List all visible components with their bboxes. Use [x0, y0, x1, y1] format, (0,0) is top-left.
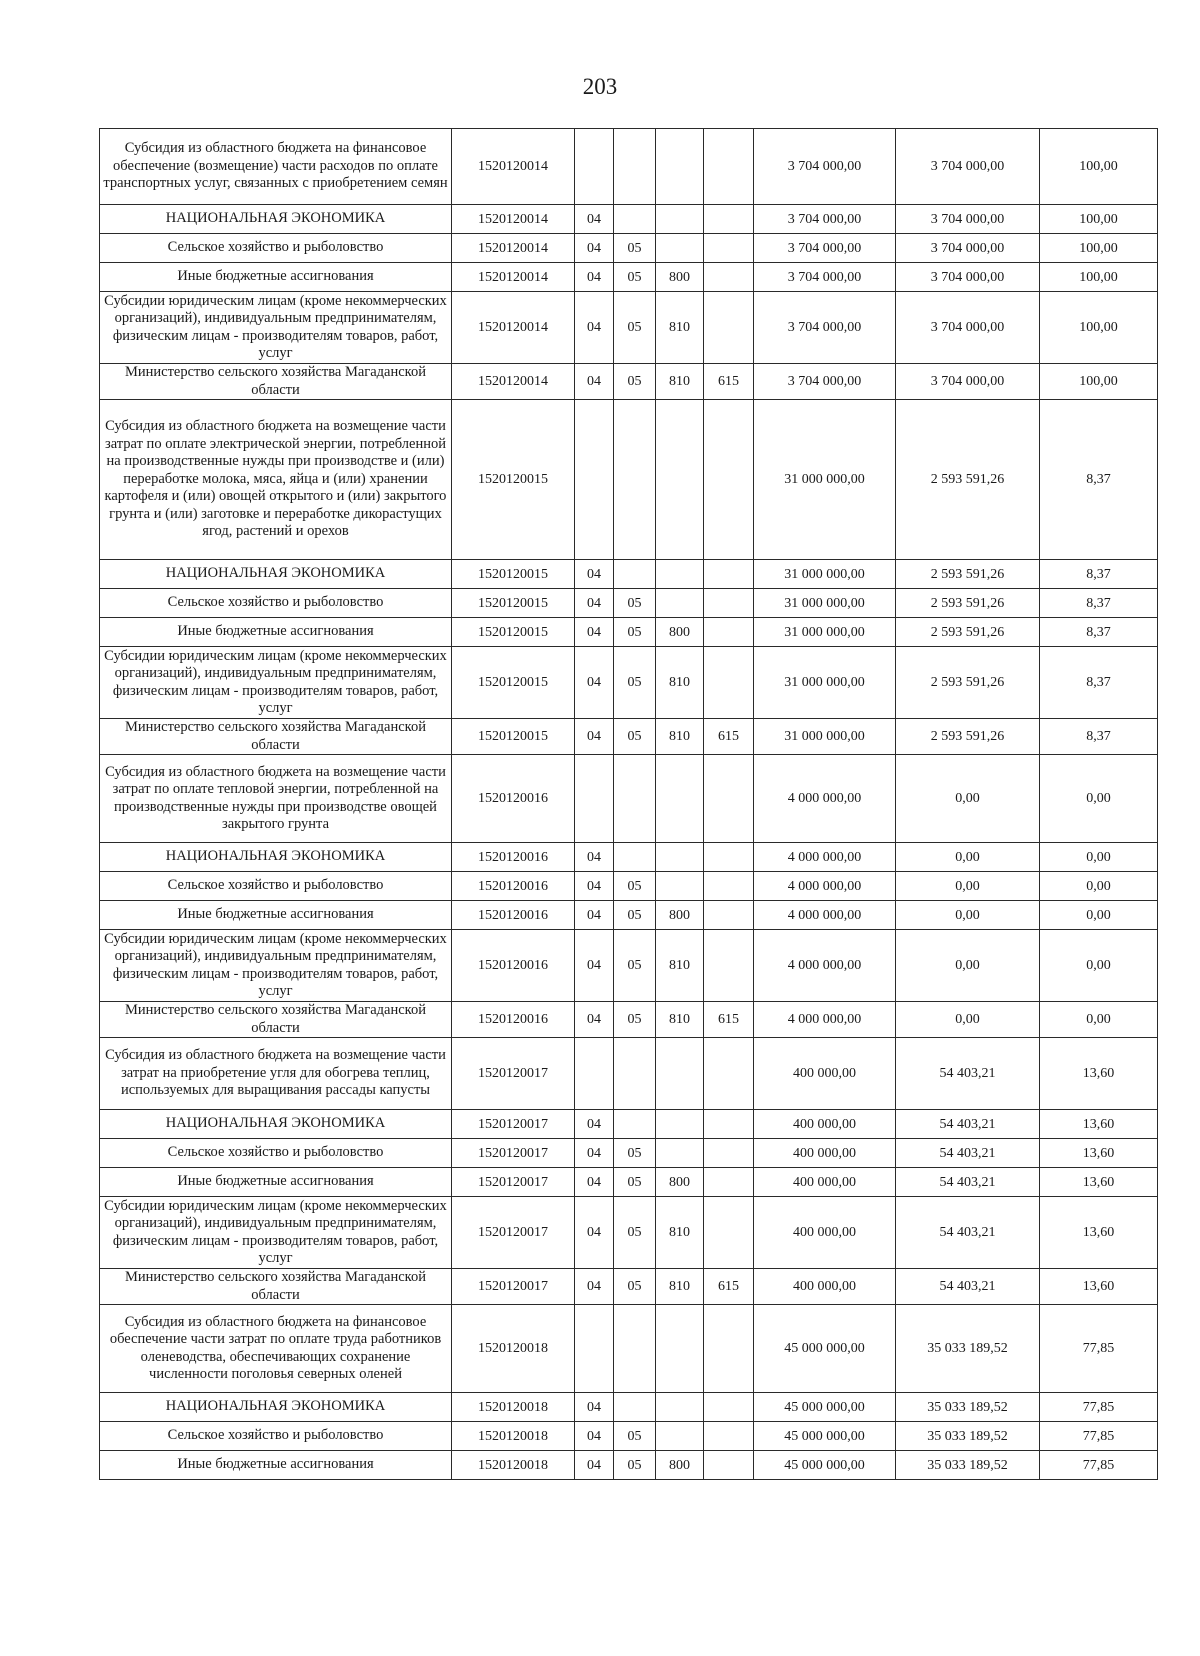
expense-type-cell: [656, 400, 704, 560]
executed-amount-cell: 3 704 000,00: [896, 129, 1040, 205]
administrator-code-cell: [704, 647, 754, 719]
subsection-code-cell: [614, 1393, 656, 1422]
row-name-cell: Иные бюджетные ассигнования: [100, 1451, 452, 1480]
budget-execution-table: [99, 128, 1158, 1480]
administrator-code-cell: [704, 560, 754, 589]
target-article-cell: 1520120015: [452, 400, 575, 560]
target-article-cell: 1520120018: [452, 1305, 575, 1393]
subsection-code-cell: 05: [614, 719, 656, 755]
table-row: [100, 1422, 1158, 1451]
executed-amount-cell: 35 033 189,52: [896, 1393, 1040, 1422]
executed-amount-cell: 2 593 591,26: [896, 400, 1040, 560]
table-row: [100, 234, 1158, 263]
expense-type-cell: 800: [656, 1168, 704, 1197]
section-code-cell: 04: [575, 560, 614, 589]
section-code-cell: [575, 129, 614, 205]
section-code-cell: 04: [575, 719, 614, 755]
expense-type-cell: [656, 129, 704, 205]
target-article-cell: 1520120017: [452, 1269, 575, 1305]
target-article-cell: 1520120014: [452, 364, 575, 400]
administrator-code-cell: [704, 129, 754, 205]
administrator-code-cell: [704, 1110, 754, 1139]
table-row: [100, 1269, 1158, 1305]
target-article-cell: 1520120014: [452, 205, 575, 234]
subsection-code-cell: 05: [614, 1451, 656, 1480]
administrator-code-cell: [704, 755, 754, 843]
executed-amount-cell: 0,00: [896, 1002, 1040, 1038]
target-article-cell: 1520120015: [452, 618, 575, 647]
planned-amount-cell: 4 000 000,00: [754, 872, 896, 901]
subsection-code-cell: [614, 1305, 656, 1393]
executed-amount-cell: 2 593 591,26: [896, 719, 1040, 755]
planned-amount-cell: 4 000 000,00: [754, 755, 896, 843]
execution-percent-cell: 0,00: [1040, 901, 1158, 930]
target-article-cell: 1520120018: [452, 1393, 575, 1422]
section-code-cell: 04: [575, 872, 614, 901]
planned-amount-cell: 4 000 000,00: [754, 1002, 896, 1038]
section-code-cell: 04: [575, 618, 614, 647]
subsection-code-cell: [614, 755, 656, 843]
planned-amount-cell: 31 000 000,00: [754, 618, 896, 647]
executed-amount-cell: 0,00: [896, 901, 1040, 930]
row-name-cell: Субсидия из областного бюджета на финансовое обеспечение части затрат по оплате труда работников оленеводства, обеспечивающих сохранение численности поголовья северных оленей: [100, 1305, 452, 1393]
expense-type-cell: 810: [656, 647, 704, 719]
subsection-code-cell: 05: [614, 589, 656, 618]
executed-amount-cell: 2 593 591,26: [896, 647, 1040, 719]
execution-percent-cell: 8,37: [1040, 618, 1158, 647]
planned-amount-cell: 45 000 000,00: [754, 1393, 896, 1422]
execution-percent-cell: 100,00: [1040, 205, 1158, 234]
target-article-cell: 1520120016: [452, 872, 575, 901]
executed-amount-cell: 3 704 000,00: [896, 263, 1040, 292]
expense-type-cell: [656, 1393, 704, 1422]
expense-type-cell: [656, 1305, 704, 1393]
row-name-cell: Субсидии юридическим лицам (кроме некоммерческих организаций), индивидуальным предпринимателям, физическим лицам - производителям товаров, работ, услуг: [100, 292, 452, 364]
planned-amount-cell: 3 704 000,00: [754, 234, 896, 263]
table-row: [100, 1110, 1158, 1139]
section-code-cell: 04: [575, 1393, 614, 1422]
table-row: [100, 843, 1158, 872]
table-row: [100, 205, 1158, 234]
table-row: [100, 719, 1158, 755]
execution-percent-cell: 77,85: [1040, 1305, 1158, 1393]
administrator-code-cell: 615: [704, 364, 754, 400]
executed-amount-cell: 35 033 189,52: [896, 1451, 1040, 1480]
expense-type-cell: 810: [656, 1197, 704, 1269]
target-article-cell: 1520120017: [452, 1197, 575, 1269]
row-name-cell: Субсидии юридическим лицам (кроме некоммерческих организаций), индивидуальным предпринимателям, физическим лицам - производителям товаров, работ, услуг: [100, 1197, 452, 1269]
row-name-cell: Субсидия из областного бюджета на возмещение части затрат на приобретение угля для обогрева теплиц, используемых для выращивания рассады капусты: [100, 1038, 452, 1110]
section-code-cell: [575, 1038, 614, 1110]
administrator-code-cell: [704, 1393, 754, 1422]
target-article-cell: 1520120016: [452, 843, 575, 872]
execution-percent-cell: 77,85: [1040, 1451, 1158, 1480]
execution-percent-cell: 13,60: [1040, 1110, 1158, 1139]
expense-type-cell: 810: [656, 292, 704, 364]
execution-percent-cell: 8,37: [1040, 647, 1158, 719]
subsection-code-cell: [614, 843, 656, 872]
table-row: [100, 1038, 1158, 1110]
expense-type-cell: [656, 234, 704, 263]
administrator-code-cell: [704, 205, 754, 234]
executed-amount-cell: 3 704 000,00: [896, 364, 1040, 400]
administrator-code-cell: 615: [704, 719, 754, 755]
subsection-code-cell: 05: [614, 901, 656, 930]
executed-amount-cell: 54 403,21: [896, 1168, 1040, 1197]
expense-type-cell: [656, 872, 704, 901]
row-name-cell: Министерство сельского хозяйства Магаданской области: [100, 719, 452, 755]
section-code-cell: [575, 400, 614, 560]
subsection-code-cell: 05: [614, 872, 656, 901]
execution-percent-cell: 13,60: [1040, 1038, 1158, 1110]
row-name-cell: Сельское хозяйство и рыболовство: [100, 234, 452, 263]
subsection-code-cell: [614, 1038, 656, 1110]
section-code-cell: 04: [575, 901, 614, 930]
expense-type-cell: [656, 1038, 704, 1110]
table-row: [100, 1305, 1158, 1393]
planned-amount-cell: 400 000,00: [754, 1197, 896, 1269]
expense-type-cell: 800: [656, 1451, 704, 1480]
executed-amount-cell: 54 403,21: [896, 1269, 1040, 1305]
execution-percent-cell: 8,37: [1040, 400, 1158, 560]
row-name-cell: Министерство сельского хозяйства Магаданской области: [100, 364, 452, 400]
expense-type-cell: [656, 755, 704, 843]
planned-amount-cell: 3 704 000,00: [754, 292, 896, 364]
section-code-cell: [575, 755, 614, 843]
subsection-code-cell: 05: [614, 364, 656, 400]
table-row: [100, 1168, 1158, 1197]
table-row: [100, 901, 1158, 930]
row-name-cell: Министерство сельского хозяйства Магаданской области: [100, 1002, 452, 1038]
row-name-cell: Иные бюджетные ассигнования: [100, 618, 452, 647]
execution-percent-cell: 13,60: [1040, 1168, 1158, 1197]
administrator-code-cell: [704, 1305, 754, 1393]
subsection-code-cell: 05: [614, 618, 656, 647]
target-article-cell: 1520120015: [452, 719, 575, 755]
table-row: [100, 1393, 1158, 1422]
administrator-code-cell: [704, 1451, 754, 1480]
execution-percent-cell: 0,00: [1040, 1002, 1158, 1038]
planned-amount-cell: 3 704 000,00: [754, 263, 896, 292]
planned-amount-cell: 31 000 000,00: [754, 400, 896, 560]
execution-percent-cell: 13,60: [1040, 1139, 1158, 1168]
planned-amount-cell: 3 704 000,00: [754, 129, 896, 205]
executed-amount-cell: 2 593 591,26: [896, 618, 1040, 647]
section-code-cell: 04: [575, 205, 614, 234]
subsection-code-cell: 05: [614, 263, 656, 292]
execution-percent-cell: 0,00: [1040, 930, 1158, 1002]
section-code-cell: 04: [575, 930, 614, 1002]
table-row: [100, 930, 1158, 1002]
administrator-code-cell: 615: [704, 1002, 754, 1038]
table-row: [100, 755, 1158, 843]
expense-type-cell: 800: [656, 901, 704, 930]
section-code-cell: 04: [575, 1197, 614, 1269]
subsection-code-cell: 05: [614, 1269, 656, 1305]
row-name-cell: Сельское хозяйство и рыболовство: [100, 872, 452, 901]
administrator-code-cell: [704, 1038, 754, 1110]
planned-amount-cell: 400 000,00: [754, 1139, 896, 1168]
execution-percent-cell: 100,00: [1040, 234, 1158, 263]
administrator-code-cell: [704, 1139, 754, 1168]
administrator-code-cell: [704, 930, 754, 1002]
section-code-cell: 04: [575, 234, 614, 263]
section-code-cell: 04: [575, 843, 614, 872]
execution-percent-cell: 8,37: [1040, 560, 1158, 589]
target-article-cell: 1520120014: [452, 234, 575, 263]
planned-amount-cell: 4 000 000,00: [754, 901, 896, 930]
executed-amount-cell: 54 403,21: [896, 1197, 1040, 1269]
expense-type-cell: [656, 560, 704, 589]
administrator-code-cell: [704, 1197, 754, 1269]
table-row: [100, 400, 1158, 560]
planned-amount-cell: 45 000 000,00: [754, 1451, 896, 1480]
planned-amount-cell: 4 000 000,00: [754, 930, 896, 1002]
section-code-cell: 04: [575, 1168, 614, 1197]
target-article-cell: 1520120016: [452, 901, 575, 930]
administrator-code-cell: [704, 263, 754, 292]
table-row: [100, 263, 1158, 292]
planned-amount-cell: 31 000 000,00: [754, 647, 896, 719]
execution-percent-cell: 100,00: [1040, 364, 1158, 400]
administrator-code-cell: [704, 292, 754, 364]
row-name-cell: НАЦИОНАЛЬНАЯ ЭКОНОМИКА: [100, 205, 452, 234]
table-row: [100, 1002, 1158, 1038]
table-row: [100, 1451, 1158, 1480]
section-code-cell: 04: [575, 589, 614, 618]
administrator-code-cell: [704, 589, 754, 618]
section-code-cell: 04: [575, 1139, 614, 1168]
target-article-cell: 1520120014: [452, 263, 575, 292]
expense-type-cell: [656, 1139, 704, 1168]
subsection-code-cell: 05: [614, 1002, 656, 1038]
subsection-code-cell: [614, 205, 656, 234]
table-row: [100, 618, 1158, 647]
target-article-cell: 1520120014: [452, 129, 575, 205]
executed-amount-cell: 54 403,21: [896, 1038, 1040, 1110]
execution-percent-cell: 8,37: [1040, 719, 1158, 755]
planned-amount-cell: 45 000 000,00: [754, 1305, 896, 1393]
target-article-cell: 1520120015: [452, 647, 575, 719]
target-article-cell: 1520120015: [452, 589, 575, 618]
planned-amount-cell: 3 704 000,00: [754, 205, 896, 234]
row-name-cell: НАЦИОНАЛЬНАЯ ЭКОНОМИКА: [100, 1110, 452, 1139]
expense-type-cell: [656, 205, 704, 234]
section-code-cell: 04: [575, 1269, 614, 1305]
executed-amount-cell: 35 033 189,52: [896, 1305, 1040, 1393]
section-code-cell: 04: [575, 1451, 614, 1480]
executed-amount-cell: 0,00: [896, 930, 1040, 1002]
section-code-cell: 04: [575, 292, 614, 364]
table-row: [100, 1197, 1158, 1269]
section-code-cell: 04: [575, 1110, 614, 1139]
expense-type-cell: 800: [656, 263, 704, 292]
execution-percent-cell: 100,00: [1040, 292, 1158, 364]
row-name-cell: Субсидия из областного бюджета на возмещение части затрат по оплате электрической энергии, потребленной на производственные нужды при производстве и (или) переработке молока, мяса, яйца и (или) хранении картофеля и (или) овощей открытого и (или) закрытого грунта и (или) заготовке и переработке дикорастущих ягод, растений и орехов: [100, 400, 452, 560]
executed-amount-cell: 54 403,21: [896, 1110, 1040, 1139]
section-code-cell: [575, 1305, 614, 1393]
expense-type-cell: 800: [656, 618, 704, 647]
executed-amount-cell: 0,00: [896, 755, 1040, 843]
subsection-code-cell: 05: [614, 292, 656, 364]
section-code-cell: 04: [575, 263, 614, 292]
row-name-cell: Субсидия из областного бюджета на финансовое обеспечение (возмещение) части расходов по оплате транспортных услуг, связанных с приобретением семян: [100, 129, 452, 205]
execution-percent-cell: 13,60: [1040, 1197, 1158, 1269]
target-article-cell: 1520120016: [452, 755, 575, 843]
expense-type-cell: [656, 843, 704, 872]
subsection-code-cell: 05: [614, 1139, 656, 1168]
subsection-code-cell: [614, 1110, 656, 1139]
row-name-cell: Иные бюджетные ассигнования: [100, 263, 452, 292]
planned-amount-cell: 3 704 000,00: [754, 364, 896, 400]
target-article-cell: 1520120016: [452, 1002, 575, 1038]
row-name-cell: Субсидии юридическим лицам (кроме некоммерческих организаций), индивидуальным предпринимателям, физическим лицам - производителям товаров, работ, услуг: [100, 930, 452, 1002]
planned-amount-cell: 4 000 000,00: [754, 843, 896, 872]
target-article-cell: 1520120014: [452, 292, 575, 364]
row-name-cell: НАЦИОНАЛЬНАЯ ЭКОНОМИКА: [100, 843, 452, 872]
target-article-cell: 1520120017: [452, 1038, 575, 1110]
executed-amount-cell: 35 033 189,52: [896, 1422, 1040, 1451]
planned-amount-cell: 400 000,00: [754, 1038, 896, 1110]
executed-amount-cell: 54 403,21: [896, 1139, 1040, 1168]
expense-type-cell: [656, 589, 704, 618]
planned-amount-cell: 400 000,00: [754, 1269, 896, 1305]
subsection-code-cell: 05: [614, 1168, 656, 1197]
execution-percent-cell: 13,60: [1040, 1269, 1158, 1305]
target-article-cell: 1520120017: [452, 1139, 575, 1168]
expense-type-cell: 810: [656, 364, 704, 400]
planned-amount-cell: 400 000,00: [754, 1168, 896, 1197]
planned-amount-cell: 31 000 000,00: [754, 719, 896, 755]
row-name-cell: Сельское хозяйство и рыболовство: [100, 1422, 452, 1451]
planned-amount-cell: 31 000 000,00: [754, 560, 896, 589]
row-name-cell: Министерство сельского хозяйства Магаданской области: [100, 1269, 452, 1305]
target-article-cell: 1520120018: [452, 1422, 575, 1451]
subsection-code-cell: 05: [614, 647, 656, 719]
row-name-cell: Субсидия из областного бюджета на возмещение части затрат по оплате тепловой энергии, потребленной на производственные нужды при производстве овощей закрытого грунта: [100, 755, 452, 843]
subsection-code-cell: 05: [614, 1197, 656, 1269]
execution-percent-cell: 0,00: [1040, 755, 1158, 843]
administrator-code-cell: [704, 1168, 754, 1197]
planned-amount-cell: 31 000 000,00: [754, 589, 896, 618]
section-code-cell: 04: [575, 1422, 614, 1451]
expense-type-cell: 810: [656, 930, 704, 1002]
execution-percent-cell: 0,00: [1040, 843, 1158, 872]
executed-amount-cell: 0,00: [896, 872, 1040, 901]
section-code-cell: 04: [575, 364, 614, 400]
table-row: [100, 292, 1158, 364]
table-row: [100, 1139, 1158, 1168]
expense-type-cell: 810: [656, 1269, 704, 1305]
table-row: [100, 647, 1158, 719]
subsection-code-cell: 05: [614, 930, 656, 1002]
administrator-code-cell: [704, 901, 754, 930]
executed-amount-cell: 2 593 591,26: [896, 589, 1040, 618]
subsection-code-cell: [614, 400, 656, 560]
expense-type-cell: 810: [656, 1002, 704, 1038]
section-code-cell: 04: [575, 1002, 614, 1038]
target-article-cell: 1520120018: [452, 1451, 575, 1480]
planned-amount-cell: 400 000,00: [754, 1110, 896, 1139]
table-row: [100, 589, 1158, 618]
table-row: [100, 364, 1158, 400]
subsection-code-cell: [614, 129, 656, 205]
execution-percent-cell: 100,00: [1040, 129, 1158, 205]
subsection-code-cell: [614, 560, 656, 589]
row-name-cell: НАЦИОНАЛЬНАЯ ЭКОНОМИКА: [100, 560, 452, 589]
expense-type-cell: [656, 1422, 704, 1451]
executed-amount-cell: 3 704 000,00: [896, 205, 1040, 234]
expense-type-cell: 810: [656, 719, 704, 755]
administrator-code-cell: [704, 872, 754, 901]
row-name-cell: Иные бюджетные ассигнования: [100, 901, 452, 930]
target-article-cell: 1520120015: [452, 560, 575, 589]
row-name-cell: НАЦИОНАЛЬНАЯ ЭКОНОМИКА: [100, 1393, 452, 1422]
subsection-code-cell: 05: [614, 234, 656, 263]
executed-amount-cell: 0,00: [896, 843, 1040, 872]
target-article-cell: 1520120017: [452, 1110, 575, 1139]
administrator-code-cell: [704, 843, 754, 872]
administrator-code-cell: [704, 618, 754, 647]
section-code-cell: 04: [575, 647, 614, 719]
row-name-cell: Субсидии юридическим лицам (кроме некоммерческих организаций), индивидуальным предпринимателям, физическим лицам - производителям товаров, работ, услуг: [100, 647, 452, 719]
row-name-cell: Иные бюджетные ассигнования: [100, 1168, 452, 1197]
administrator-code-cell: [704, 1422, 754, 1451]
executed-amount-cell: 3 704 000,00: [896, 234, 1040, 263]
table-row: [100, 129, 1158, 205]
planned-amount-cell: 45 000 000,00: [754, 1422, 896, 1451]
administrator-code-cell: [704, 234, 754, 263]
target-article-cell: 1520120017: [452, 1168, 575, 1197]
row-name-cell: Сельское хозяйство и рыболовство: [100, 1139, 452, 1168]
administrator-code-cell: 615: [704, 1269, 754, 1305]
table-row: [100, 560, 1158, 589]
executed-amount-cell: 3 704 000,00: [896, 292, 1040, 364]
row-name-cell: Сельское хозяйство и рыболовство: [100, 589, 452, 618]
execution-percent-cell: 77,85: [1040, 1393, 1158, 1422]
table-row: [100, 872, 1158, 901]
expense-type-cell: [656, 1110, 704, 1139]
execution-percent-cell: 100,00: [1040, 263, 1158, 292]
execution-percent-cell: 8,37: [1040, 589, 1158, 618]
target-article-cell: 1520120016: [452, 930, 575, 1002]
executed-amount-cell: 2 593 591,26: [896, 560, 1040, 589]
execution-percent-cell: 77,85: [1040, 1422, 1158, 1451]
administrator-code-cell: [704, 400, 754, 560]
execution-percent-cell: 0,00: [1040, 872, 1158, 901]
page-number: 203: [582, 74, 618, 99]
subsection-code-cell: 05: [614, 1422, 656, 1451]
